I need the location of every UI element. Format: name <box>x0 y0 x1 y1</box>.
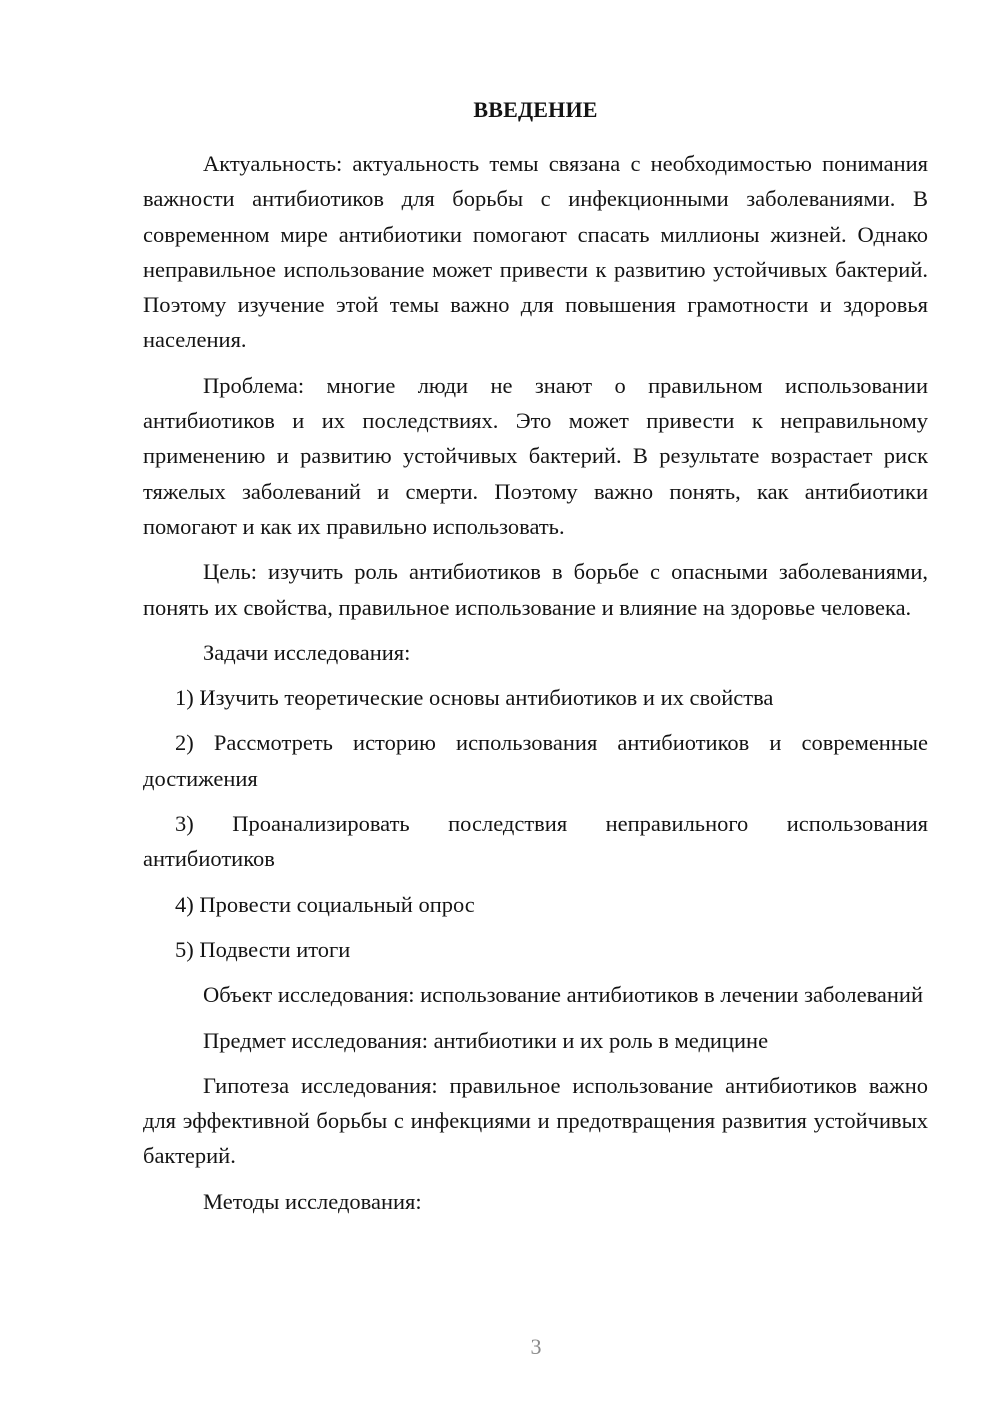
goal-paragraph: Цель: изучить роль антибиотиков в борьбе с опасными заболеваниями, понять их свойства, правильное использование и влияние на здоровье человека. <box>143 559 928 620</box>
page-title: ВВЕДЕНИЕ <box>473 97 598 122</box>
methods-heading: Методы исследования: <box>203 1188 422 1214</box>
page-number: 3 <box>530 1334 542 1359</box>
hypothesis-paragraph: Гипотеза исследования: правильное использование антибиотиков важно для эффективной борьбы с инфекциями и предотвращения развития устойчивых бактерий. <box>143 1072 928 1169</box>
task-item-5: 5) Подвести итоги <box>175 936 351 962</box>
relevance-paragraph: Актуальность: актуальность темы связана с необходимостью понимания важности антибиотиков для борьбы с инфекционными заболеваниями. В современном мире антибиотики помогают спасать миллионы жизней. Однако неправильное использование может привести к развитию устойчивых бактерий. Поэтому изучение этой темы важно для повышения грамотности и здоровья населения. <box>143 151 928 353</box>
subject-paragraph: Предмет исследования: антибиотики и их роль в медицине <box>203 1027 769 1053</box>
tasks-heading: Задачи исследования: <box>203 639 411 665</box>
task-item-2: 2) Рассмотреть историю использования антибиотиков и современные достижения <box>143 730 928 791</box>
task-item-1: 1) Изучить теоретические основы антибиотиков и их свойства <box>175 685 774 711</box>
page-content <box>143 96 928 1229</box>
task-item-4: 4) Провести социальный опрос <box>175 891 475 917</box>
task-item-3: 3) Проанализировать последствия неправильного использования антибиотиков <box>143 811 928 872</box>
problem-paragraph: Проблема: многие люди не знают о правильном использовании антибиотиков и их последствиях. Это может привести к неправильному применению и развитию устойчивых бактерий. В результате возрастает риск тяжелых заболеваний и смерти. Поэтому важно понять, как антибиотики помогают и как их правильно использовать. <box>143 372 928 539</box>
object-paragraph: Объект исследования: использование антибиотиков в лечении заболеваний <box>203 982 924 1008</box>
